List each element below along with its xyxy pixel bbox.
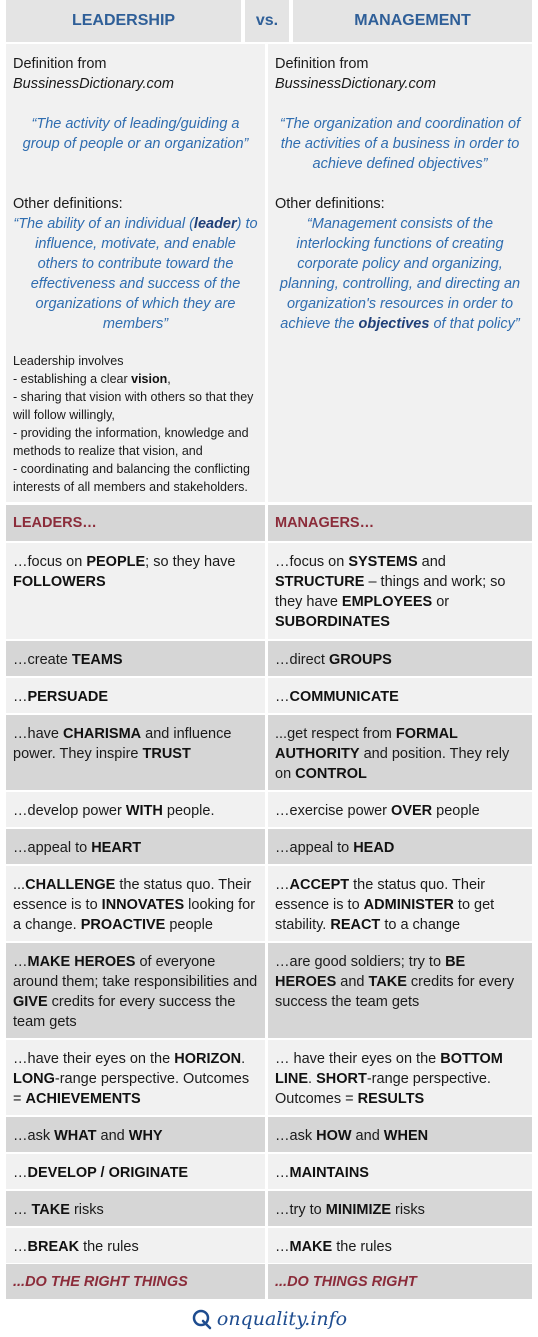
footer [0,1300,538,1337]
managers-row-cell: …focus on SYSTEMS and STRUCTURE – things and work; so they have EMPLOYEES or SUBORDINATES [268,543,532,639]
managers-row-cell: …direct GROUPS [268,641,532,676]
managers-final: ...DO THINGS RIGHT [268,1264,532,1299]
leaders-row-cell: …ask WHAT and WHY [6,1117,265,1152]
management-definitions [268,44,532,502]
leaders-row-cell: …develop power WITH people. [6,792,265,827]
leaders-row-cell: … TAKE risks [6,1191,265,1226]
managers-row-cell: …ask HOW and WHEN [268,1117,532,1152]
managers-row-cell: …MAINTAINS [268,1154,532,1189]
leadership-other-definition: “The ability of an individual (leader) to influence, motivate, and enable others to contribute toward the effectiveness and success of the organizations of which they are members” [13,216,258,332]
managers-row-cell: …are good soldiers; try to BE HEROES and TAKE credits for every success the team gets [268,943,532,1038]
managers-row-cell: …MAKE the rules [268,1228,532,1263]
management-definition-quote: “The organization and coordination of the activities of a business in order to achieve defined objectives” [279,116,521,172]
managers-section-header: MANAGERS… [268,505,532,541]
other-definitions-label: Other definitions: [13,196,123,212]
leaders-row-cell: ...CHALLENGE the status quo. Their essence is to INNOVATES looking for a change. PROACTIVE people [6,866,265,941]
leaders-row-cell: …have CHARISMA and influence power. They inspire TRUST [6,715,265,790]
leadership-definition-quote: “The activity of leading/guiding a group of people or an organization” [22,116,249,152]
leaders-section-header: LEADERS… [6,505,265,541]
leaders-final: ...DO THE RIGHT THINGS [6,1264,265,1299]
leaders-row-cell: …BREAK the rules [6,1228,265,1263]
leaders-row-cell: …MAKE HEROES of everyone around them; take responsibilities and GIVE credits for every success the team gets [6,943,265,1038]
managers-row-cell: …try to MINIMIZE risks [268,1191,532,1226]
managers-row-cell: …appeal to HEAD [268,829,532,864]
leaders-row-cell: …appeal to HEART [6,829,265,864]
definition-source-label: Definition from [275,56,369,72]
leaders-row-cell: …have their eyes on the HORIZON. LONG-range perspective. Outcomes = ACHIEVEMENTS [6,1040,265,1115]
managers-row-cell: …ACCEPT the status quo. Their essence is to ADMINISTER to get stability. REACT to a change [268,866,532,941]
leaders-row-cell: …DEVELOP / ORIGINATE [6,1154,265,1189]
definition-source-name: BussinessDictionary.com [13,76,174,92]
managers-row-cell: … have their eyes on the BOTTOM LINE. SHORT-range perspective. Outcomes = RESULTS [268,1040,532,1115]
leaders-row-cell: …focus on PEOPLE; so they have FOLLOWERS [6,543,265,639]
header-management: MANAGEMENT [293,0,532,42]
header-leadership: LEADERSHIP [6,0,241,42]
leaders-row-cell: …PERSUADE [6,678,265,713]
management-other-definition: “Management consists of the interlocking functions of creating corporate policy and organizing, planning, controlling, and directing an organization's resources in order to achieve the objectives of that policy” [279,216,521,332]
header-vs: vs. [245,0,289,42]
managers-row-cell: ...get respect from FORMAL AUTHORITY and position. They rely on CONTROL [268,715,532,790]
managers-row-cell: …COMMUNICATE [268,678,532,713]
definition-source-name: BussinessDictionary.com [275,76,436,92]
leaders-row-cell: …create TEAMS [6,641,265,676]
leadership-involves-list: Leadership involves - establishing a clear vision, - sharing that vision with others so that they will follow willingly, - providing the information, knowledge and methods to realize that vision, and - coordinating and balancing the conflicting interests of all members and stakeholders. [13,354,254,494]
leadership-definitions [6,44,265,502]
other-definitions-label: Other definitions: [275,196,385,212]
definition-source-label: Definition from [13,56,107,72]
footer-logo-text[interactable]: onquality.info [216,1307,348,1330]
q-logo-icon [191,1308,213,1330]
managers-row-cell: …exercise power OVER people [268,792,532,827]
